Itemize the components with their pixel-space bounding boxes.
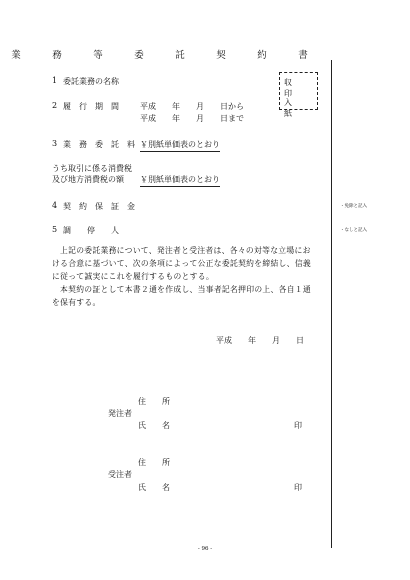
tax-label-line2: 及び地方消費税の額 xyxy=(52,175,124,184)
orderer-address-label: 住 所 xyxy=(138,397,170,406)
fee-value: ￥別紙単価表のとおり xyxy=(140,139,220,152)
agreement-paragraph: 上記の委託業務について、発注者と受注者は、各々の対等な立場における合意に基づいて、次の条項によって公正な委託契約を締結し、信義に従って誠実にこれを履行するものとする。 xyxy=(52,246,311,281)
right-margin-line xyxy=(331,60,332,548)
page-number: - 96 - xyxy=(197,546,213,552)
stamp-label-bottom: 入 紙 xyxy=(284,98,308,118)
orderer-seal: 印 xyxy=(294,421,302,430)
item-3-number: 3 xyxy=(52,139,58,148)
item-2-number: 2 xyxy=(52,101,58,110)
item-5-label: 調 停 人 xyxy=(63,226,119,235)
period-start: 平成 年 月 日から xyxy=(140,102,244,111)
contract-date: 平成 年 月 日 xyxy=(216,336,304,345)
item-3-label: 業 務 委 託 料 xyxy=(63,140,135,149)
contractor-address-label: 住 所 xyxy=(138,458,170,467)
item-4-label: 契 約 保 証 金 xyxy=(63,202,135,211)
contractor-seal: 印 xyxy=(294,483,302,492)
item-4-note: ・免除と記入 xyxy=(340,204,367,209)
orderer-name-label: 氏 名 xyxy=(138,421,170,430)
period-end: 平成 年 月 日まで xyxy=(140,114,244,123)
item-4-number: 4 xyxy=(52,201,58,210)
revenue-stamp-box xyxy=(279,72,318,118)
document-title: 業 務 等 委 託 契 約 書 xyxy=(11,50,319,61)
item-5-number: 5 xyxy=(52,225,58,234)
stamp-label-top: 収 印 xyxy=(284,78,308,98)
contractor-name-label: 氏 名 xyxy=(138,483,170,492)
item-5-note: ・なしと記入 xyxy=(340,228,367,233)
item-1-number: 1 xyxy=(52,76,58,85)
contractor-role: 受注者 xyxy=(108,470,132,479)
copies-paragraph: 本契約の証として本書２通を作成し、当事者記名押印の上、各自１通を保有する。 xyxy=(52,285,311,307)
item-1-label: 委託業務の名称 xyxy=(63,77,119,86)
tax-label-line1: うち取引に係る消費税 xyxy=(52,164,132,173)
orderer-role: 発注者 xyxy=(108,409,132,418)
item-2-label: 履 行 期 間 xyxy=(63,102,119,111)
tax-value: ￥別紙単価表のとおり xyxy=(140,174,220,187)
